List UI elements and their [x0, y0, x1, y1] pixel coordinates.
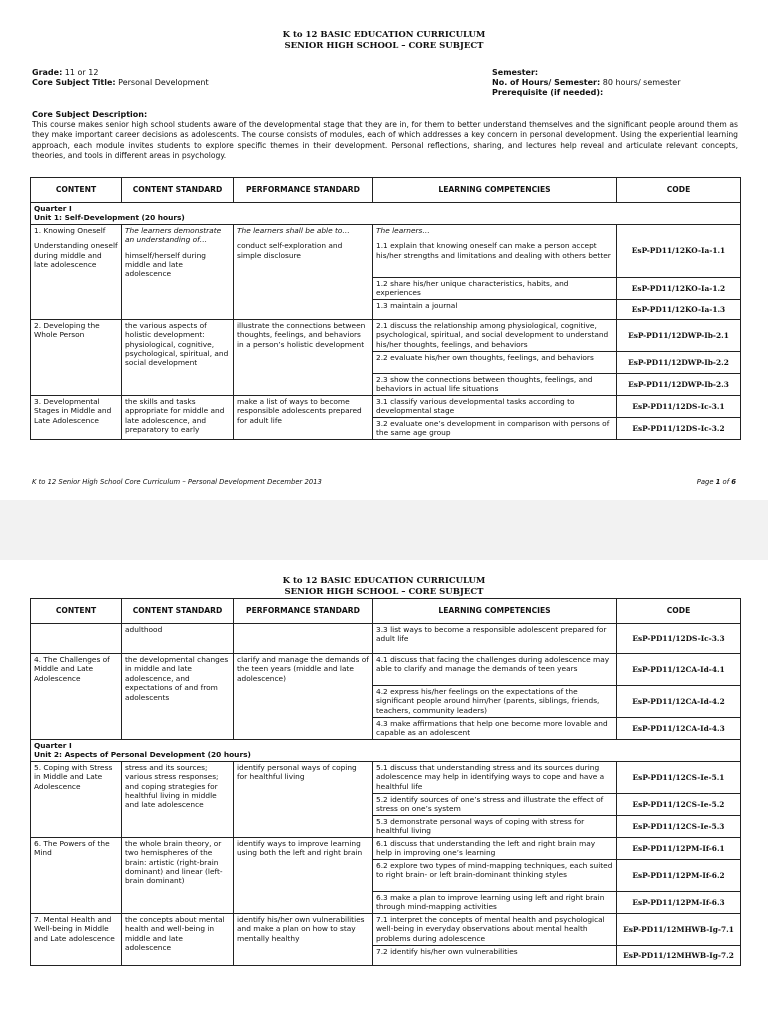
code-cell: EsP-PD11/12CA-Id-4.2 — [617, 686, 741, 718]
competency-cell: 7.2 identify his/her own vulnerabilities — [373, 945, 617, 965]
performance-standard-cell: identify personal ways of coping for healthful living — [234, 761, 373, 837]
code-cell: EsP-PD11/12KO-Ia-1.1 — [617, 224, 741, 277]
code-cell: EsP-PD11/12MHWB-Ig-7.2 — [617, 945, 741, 965]
code-cell: EsP-PD11/12DWP-Ib-2.2 — [617, 351, 741, 373]
content-cell: 5. Coping with Stress in Middle and Late Adolescence — [31, 761, 122, 837]
header-line-2: SENIOR HIGH SCHOOL – CORE SUBJECT — [284, 41, 484, 51]
code-cell: EsP-PD11/12CA-Id-4.1 — [617, 654, 741, 686]
code-cell: EsP-PD11/12MHWB-Ig-7.1 — [617, 913, 741, 945]
content-standard-cell: the various aspects of holistic development: physiological, cognitive, psychological, spiritual, and social development — [122, 319, 234, 395]
col-code: CODE — [617, 178, 741, 203]
content-cell — [31, 624, 122, 654]
performance-standard-cell: illustrate the connections between thoughts, feelings, and behaviors in a person’s holistic development — [234, 319, 373, 395]
page-separator — [0, 500, 768, 560]
curriculum-table-page-2 — [30, 598, 741, 966]
performance-standard-cell — [234, 624, 373, 654]
performance-standard-cell: The learners shall be able to… conduct self-exploration and simple disclosure — [234, 224, 373, 319]
hours-label: No. of Hours/ Semester: — [492, 78, 601, 87]
content-standard-cell: the concepts about mental health and well-being in middle and late adolescence — [122, 913, 234, 965]
competency-cell: 3.1 classify various developmental tasks according to developmental stage — [373, 395, 617, 417]
code-cell: EsP-PD11/12CS-Ie-5.3 — [617, 815, 741, 837]
subject-title-value: Personal Development — [115, 78, 209, 87]
table-row — [31, 319, 741, 351]
unit-label: Unit 1: Self-Development (20 hours) — [34, 213, 185, 223]
unit-label: Unit 2: Aspects of Personal Development (20 hours) — [34, 750, 251, 760]
table-row — [31, 837, 741, 859]
content-cell: 7. Mental Health and Well-being in Middle and Late adolescence — [31, 913, 122, 965]
code-cell: EsP-PD11/12DWP-Ib-2.3 — [617, 373, 741, 395]
competency-cell: 5.3 demonstrate personal ways of coping with stress for healthful living — [373, 815, 617, 837]
col-learning-competencies: LEARNING COMPETENCIES — [373, 599, 617, 624]
content-cell: 3. Developmental Stages in Middle and Late Adolescence — [31, 395, 122, 439]
description-body: This course makes senior high school students aware of the developmental stage that they are in, for them to better understand themselves and the significant people around them as they make important career decisions as adolescents. The course consists of modules, each of which addresses a key concern in personal development. Using the experiential learning approach, each module invites students to explore specific themes in their development. Personal reflections, sharing, and lectures help reveal and articulate relevant concepts, theories, and tools in different areas in psychology. — [32, 120, 738, 160]
performance-standard-cell: identify ways to improve learning using both the left and right brain — [234, 837, 373, 913]
prerequisite-label: Prerequisite (if needed): — [492, 88, 604, 97]
competency-cell: 6.2 explore two types of mind-mapping techniques, each suited to right brain- or left brain-dominant thinking styles — [373, 859, 617, 891]
code-cell: EsP-PD11/12CA-Id-4.3 — [617, 718, 741, 740]
content-cell: 6. The Powers of the Mind — [31, 837, 122, 913]
col-code: CODE — [617, 599, 741, 624]
col-content: CONTENT — [31, 178, 122, 203]
quarter-row — [31, 203, 741, 225]
grade-value: 11 or 12 — [62, 68, 99, 77]
semester-label: Semester: — [492, 68, 539, 77]
competency-cell: 4.3 make affirmations that help one become more lovable and capable as an adolescent — [373, 718, 617, 740]
content-standard-cell: the skills and tasks appropriate for middle and late adolescence, and preparatory to early — [122, 395, 234, 439]
content-standard-cell: the developmental changes in middle and late adolescence, and expectations of and from adolescents — [122, 654, 234, 740]
grade-label: Grade: — [32, 68, 63, 77]
code-cell: EsP-PD11/12CS-Ie-5.2 — [617, 793, 741, 815]
table-header-row — [31, 599, 741, 624]
quarter-label: Quarter I — [34, 204, 72, 213]
document-page-1 — [0, 0, 768, 500]
code-cell: EsP-PD11/12PM-If-6.2 — [617, 859, 741, 891]
competency-cell: 2.1 discuss the relationship among physiological, cognitive, psychological, spiritual, and social development to understand his/her thoughts, feelings, and behaviors — [373, 319, 617, 351]
competency-cell: 5.2 identify sources of one’s stress and illustrate the effect of stress on one’s system — [373, 793, 617, 815]
performance-standard-cell: clarify and manage the demands of the teen years (middle and late adolescence) — [234, 654, 373, 740]
code-cell: EsP-PD11/12DS-Ic-3.2 — [617, 417, 741, 439]
content-standard-cell: stress and its sources; various stress responses; and coping strategies for healthful living in middle and late adolescence — [122, 761, 234, 837]
col-content-standard: CONTENT STANDARD — [122, 178, 234, 203]
code-cell: EsP-PD11/12PM-If-6.1 — [617, 837, 741, 859]
content-standard-cell: the whole brain theory, or two hemispheres of the brain: artistic (right-brain dominant) and linear (left-brain dominant) — [122, 837, 234, 913]
col-learning-competencies: LEARNING COMPETENCIES — [373, 178, 617, 203]
competency-cell: 3.3 list ways to become a responsible adolescent prepared for adult life — [373, 624, 617, 654]
competency-cell: 1.2 share his/her unique characteristics, habits, and experiences — [373, 277, 617, 299]
performance-standard-cell: make a list of ways to become responsible adolescents prepared for adult life — [234, 395, 373, 439]
header-line-1: K to 12 BASIC EDUCATION CURRICULUM — [282, 576, 486, 586]
header-line-1: K to 12 BASIC EDUCATION CURRICULUM — [282, 30, 486, 40]
table-row — [31, 654, 741, 686]
table-row — [31, 761, 741, 793]
page-footer-left: K to 12 Senior High School Core Curriculum – Personal Development December 2013 — [32, 478, 322, 486]
competency-cell: 1.3 maintain a journal — [373, 299, 617, 319]
code-cell: EsP-PD11/12DWP-Ib-2.1 — [617, 319, 741, 351]
curriculum-header — [0, 30, 768, 52]
quarter-row — [31, 740, 741, 762]
col-content-standard: CONTENT STANDARD — [122, 599, 234, 624]
table-row — [31, 395, 741, 417]
quarter-label: Quarter I — [34, 741, 72, 750]
subject-meta-left — [32, 68, 209, 88]
table-row — [31, 624, 741, 654]
content-standard-cell: The learners demonstrate an understanding of… himself/herself during middle and late adolescence — [122, 224, 234, 319]
competency-cell: 5.1 discuss that understanding stress and its sources during adolescence may help in identifying ways to cope and have a healthful life — [373, 761, 617, 793]
col-performance-standard: PERFORMANCE STANDARD — [234, 178, 373, 203]
content-standard-cell: adulthood — [122, 624, 234, 654]
content-cell: 2. Developing the Whole Person — [31, 319, 122, 395]
table-row — [31, 913, 741, 945]
competency-cell: 6.1 discuss that understanding the left and right brain may help in improving one’s learning — [373, 837, 617, 859]
competency-cell: 3.2 evaluate one’s development in comparison with persons of the same age group — [373, 417, 617, 439]
performance-standard-cell: identify his/her own vulnerabilities and make a plan on how to stay mentally healthy — [234, 913, 373, 965]
content-cell: 1. Knowing Oneself Understanding oneself during middle and late adolescence — [31, 224, 122, 319]
code-cell: EsP-PD11/12KO-Ia-1.3 — [617, 299, 741, 319]
competency-cell: 2.3 show the connections between thoughts, feelings, and behaviors in actual life situations — [373, 373, 617, 395]
table-row — [31, 224, 741, 277]
competency-cell: 2.2 evaluate his/her own thoughts, feelings, and behaviors — [373, 351, 617, 373]
header-line-2: SENIOR HIGH SCHOOL – CORE SUBJECT — [284, 587, 484, 597]
curriculum-header — [0, 576, 768, 598]
code-cell: EsP-PD11/12CS-Ie-5.1 — [617, 761, 741, 793]
col-content: CONTENT — [31, 599, 122, 624]
description-title: Core Subject Description: — [32, 110, 148, 119]
content-cell: 4. The Challenges of Middle and Late Adolescence — [31, 654, 122, 740]
hours-value: 80 hours/ semester — [600, 78, 681, 87]
code-cell: EsP-PD11/12KO-Ia-1.2 — [617, 277, 741, 299]
competency-cell: The learners… 1.1 explain that knowing oneself can make a person accept his/her strengths and limitations and dealing with others better — [373, 224, 617, 277]
document-page-2 — [0, 560, 768, 1024]
competency-cell: 6.3 make a plan to improve learning using left and right brain through mind-mapping activities — [373, 891, 617, 913]
subject-meta-right — [492, 68, 681, 98]
col-performance-standard: PERFORMANCE STANDARD — [234, 599, 373, 624]
competency-cell: 4.2 express his/her feelings on the expectations of the significant people around him/her (parents, siblings, friends, teachers, community leaders) — [373, 686, 617, 718]
competency-cell: 7.1 interpret the concepts of mental health and psychological well-being in everyday observations about mental health problems during adolescence — [373, 913, 617, 945]
subject-title-label: Core Subject Title: — [32, 78, 116, 87]
page-footer-number: Page 1 of 6 — [696, 478, 736, 486]
code-cell: EsP-PD11/12PM-If-6.3 — [617, 891, 741, 913]
competency-cell: 4.1 discuss that facing the challenges during adolescence may able to clarify and manage the demands of teen years — [373, 654, 617, 686]
code-cell: EsP-PD11/12DS-Ic-3.1 — [617, 395, 741, 417]
table-header-row — [31, 178, 741, 203]
curriculum-table-page-1 — [30, 177, 741, 440]
code-cell: EsP-PD11/12DS-Ic-3.3 — [617, 624, 741, 654]
